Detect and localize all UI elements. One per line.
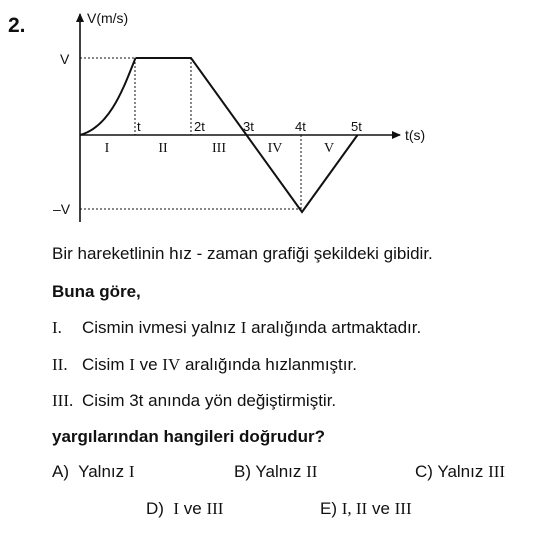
series-curve-I [80, 58, 136, 135]
statement-number: III. [52, 391, 74, 410]
x-tick-3t: 3t [243, 119, 254, 134]
x-tick-4t: 4t [295, 119, 306, 134]
x-axis-label: t(s) [405, 127, 426, 143]
y-tick-pos: V [60, 51, 70, 67]
question-lead: Buna göre, [52, 282, 141, 301]
option-e[interactable]: E) I, II ve III [320, 499, 412, 518]
option-a[interactable]: A) Yalnız I [52, 462, 135, 481]
interval-label-V: V [323, 141, 335, 156]
statement-3: III. Cisim 3t anında yön değiştirmiştir. [52, 391, 337, 410]
interval-label-I: I [104, 141, 110, 156]
statement-number: I. [52, 318, 62, 337]
option-b[interactable]: B) Yalnız II [234, 462, 318, 481]
question-number: 2. [8, 14, 26, 37]
option-c[interactable]: C) Yalnız III [415, 462, 506, 481]
interval-label-II: II [158, 141, 168, 156]
x-tick-5t: 5t [351, 119, 362, 134]
statement-2: II. Cisim I ve IV aralığında hızlanmıştır. [52, 355, 357, 374]
interval-label-III: III [212, 141, 226, 156]
question-prompt: yargılarından hangileri doğrudur? [52, 427, 325, 446]
y-axis-label: V(m/s) [87, 10, 129, 26]
statement-number: II. [52, 355, 68, 374]
interval-label-IV: IV [267, 141, 283, 156]
x-tick-t: t [137, 119, 141, 134]
question-stem: Bir hareketlinin hız - zaman grafiği şekildeki gibidir. [52, 244, 433, 263]
velocity-time-graph [0, 0, 538, 230]
x-tick-2t: 2t [194, 119, 205, 134]
option-d[interactable]: D) I ve III [146, 499, 224, 518]
statement-1: I. Cismin ivmesi yalnız I aralığında artmaktadır. [52, 318, 422, 337]
y-tick-neg: –V [53, 201, 71, 217]
